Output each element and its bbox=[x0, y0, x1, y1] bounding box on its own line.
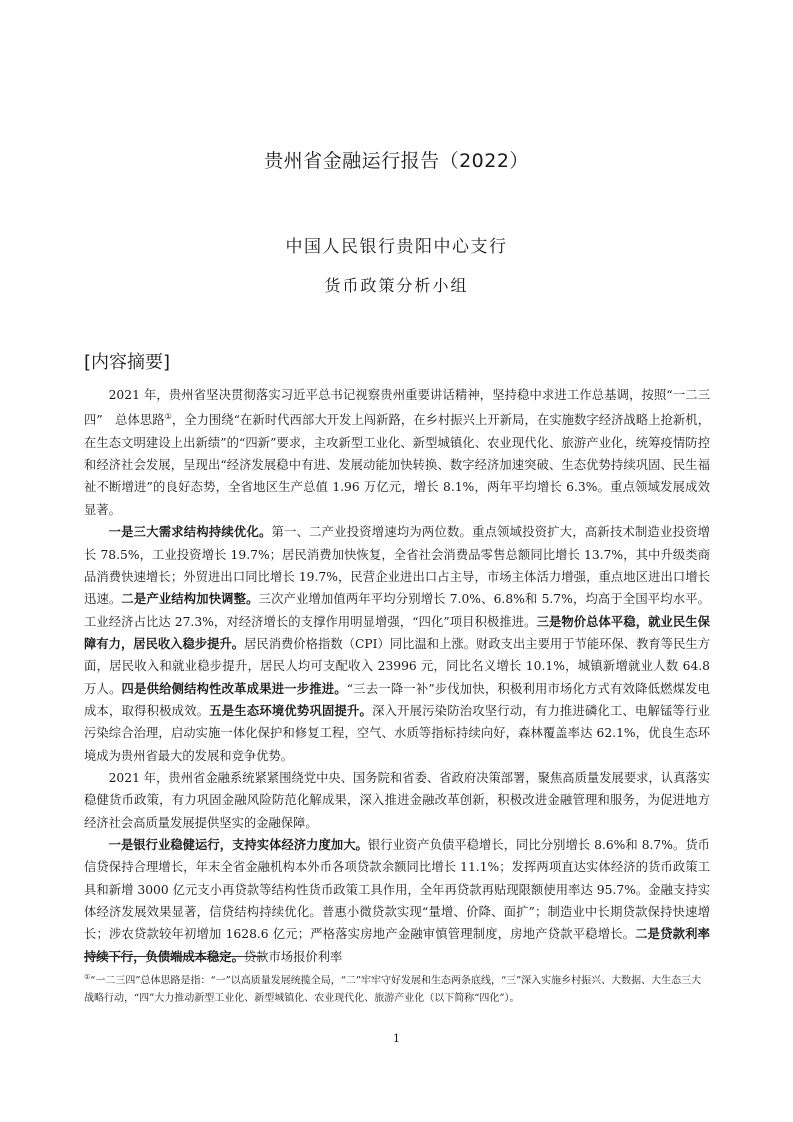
report-title: 贵州省金融运行报告（2022） bbox=[264, 150, 529, 172]
footnote-text: “一二三四”总体思路是指：“一”以高质量发展统揽全局，“二”牢牢守好发展和生态两条底线，“三”深入实施乡村振兴、大数据、大生态三大战略行动，“四”大力推动新型工业化、新型城镇化、农业现代化、旅游产业化（以下简称“四化”）。 bbox=[84, 975, 702, 1005]
issuing-organization: 中国人民银行贵阳中心支行 bbox=[285, 237, 508, 257]
finance-highlight-2-text: 贷款市场报价利率 bbox=[243, 949, 343, 964]
footnote-ref: ① bbox=[164, 412, 172, 422]
finance-highlight-2: 二是贷款利率持续下行，负债端成本稳定。 bbox=[84, 926, 710, 964]
highlight-1-text: 第一、二产业投资增速均为两位数。重点领域投资扩大，高新技术制造业投资增长 78.5%，工业投资增长 19.7%；居民消费加快恢复，全省社会消费品零售总额同比增长 13.7%，其中升级类商品消费快速增长；外贸进出口同比增长 19.7%，民营企业进出口占主导，市场主体活力增强，重点地区进出口增长迅速。 bbox=[84, 525, 710, 607]
paragraph-finance-overview: 2021 年，贵州省金融系统紧紧围绕党中央、国务院和省委、省政府决策部署，聚焦高质量发展要求，认真落实稳健货币政策，有力巩固金融风险防范化解成果，深入推进金融改革创新，积极改进金融管理和服务，为促进地方经济社会高质量发展提供坚实的金融保障。 bbox=[84, 770, 710, 830]
paragraph-economy-highlights bbox=[84, 521, 710, 767]
finance-highlight-1-text: 银行业资产负债平稳增长，同比分别增长 8.6%和 8.7%。货币信贷保持合理增长，年末全省金融机构本外币各项贷款余额同比增长 11.1%；发挥两项直达实体经济的货币政策工具和新增 3000 亿元支小再贷款等结构性货币政策工具作用，全年再贷款再贴现限额使用率达 95.7%。金融支持实体经济发展效果显著，信贷结构持续优化。普惠小微贷款实现“量增、价降、面扩”；制造业中长期贷款保持快速增长；涉农贷款较年初增加 1628.6 亿元；严格落实房地产金融审慎管理制度，房地产贷款平稳增长。 bbox=[84, 837, 710, 942]
paragraph-finance-highlights bbox=[84, 834, 710, 968]
highlight-3-text: 居民消费价格指数（CPI）同比温和上涨。财政支出主要用于节能环保、教育等民生方面，居民收入和就业稳步提升，居民人均可支配收入 23996 元，同比名义增长 10.1%，城镇新增就业人数 64.8 万人。 bbox=[84, 636, 710, 696]
highlight-5-text: 深入开展污染防治攻坚行动，有力推进磷化工、电解锰等行业污染综合治理，启动实施一体化保护和修复工程，空气、水质等指标持续向好，森林覆盖率达 62.1%，优良生态环境成为贵州省最大的发展和竞争优势。 bbox=[84, 703, 710, 763]
highlight-5: 五是生态环境优势巩固提升。 bbox=[209, 702, 373, 718]
highlight-3: 三是物价总体平稳，就业民生保障有力，居民收入稳步提升。 bbox=[84, 613, 710, 651]
footnote-divider bbox=[84, 956, 266, 957]
overview-text-b: ，全力围绕“在新时代西部大开发上闯新路，在乡村振兴上开新局，在实施数字经济战略上抢新机，在生态文明建设上出新绩”的“四新”要求，主攻新型工业化、新型城镇化、农业现代化、旅游产业化，统筹疫情防控和经济社会发展，呈现出“经济发展稳中有进、发展动能加快转换、数字经济加速突破、生态优势持续巩固、民生福祉不断增进”的良好态势，全省地区生产总值 1.96 万亿元，增长 8.1%，两年平均增长 6.3%。重点领域发展成效显著。 bbox=[84, 413, 710, 517]
highlight-2-text: 三次产业增加值两年平均分别增长 7.0%、6.8%和 5.7%，均高于全国平均水平。工业经济占比达 27.3%，对经济增长的支撑作用明显增强，“四化”项目积极推进。 bbox=[84, 592, 710, 629]
highlight-1: 一是三大需求结构持续优化。 bbox=[108, 524, 272, 540]
abstract-heading: [内容摘要] bbox=[84, 352, 171, 373]
highlight-2: 二是产业结构加快调整。 bbox=[121, 591, 259, 607]
abstract-body bbox=[84, 384, 710, 968]
footnote-mark: ① bbox=[84, 973, 91, 981]
footnote bbox=[84, 968, 710, 1008]
finance-highlight-1: 一是银行业稳健运行，支持实体经济力度加大。 bbox=[108, 836, 368, 852]
author-group: 货币政策分析小组 bbox=[324, 276, 469, 295]
highlight-4: 四是供给侧结构性改革成果进一步推进。 bbox=[121, 680, 347, 696]
page-number: 1 bbox=[393, 1032, 400, 1045]
overview-text-a: 2021 年，贵州省坚决贯彻落实习近平总书记视察贵州重要讲话精神，坚持稳中求进工作总基调，按照“一二三四” 总体思路 bbox=[84, 388, 710, 428]
paragraph-overview bbox=[84, 384, 710, 521]
highlight-4-text: “三去一降一补”步伐加快，积极利用市场化方式有效降低燃煤发电成本，取得积极成效。 bbox=[84, 681, 710, 718]
